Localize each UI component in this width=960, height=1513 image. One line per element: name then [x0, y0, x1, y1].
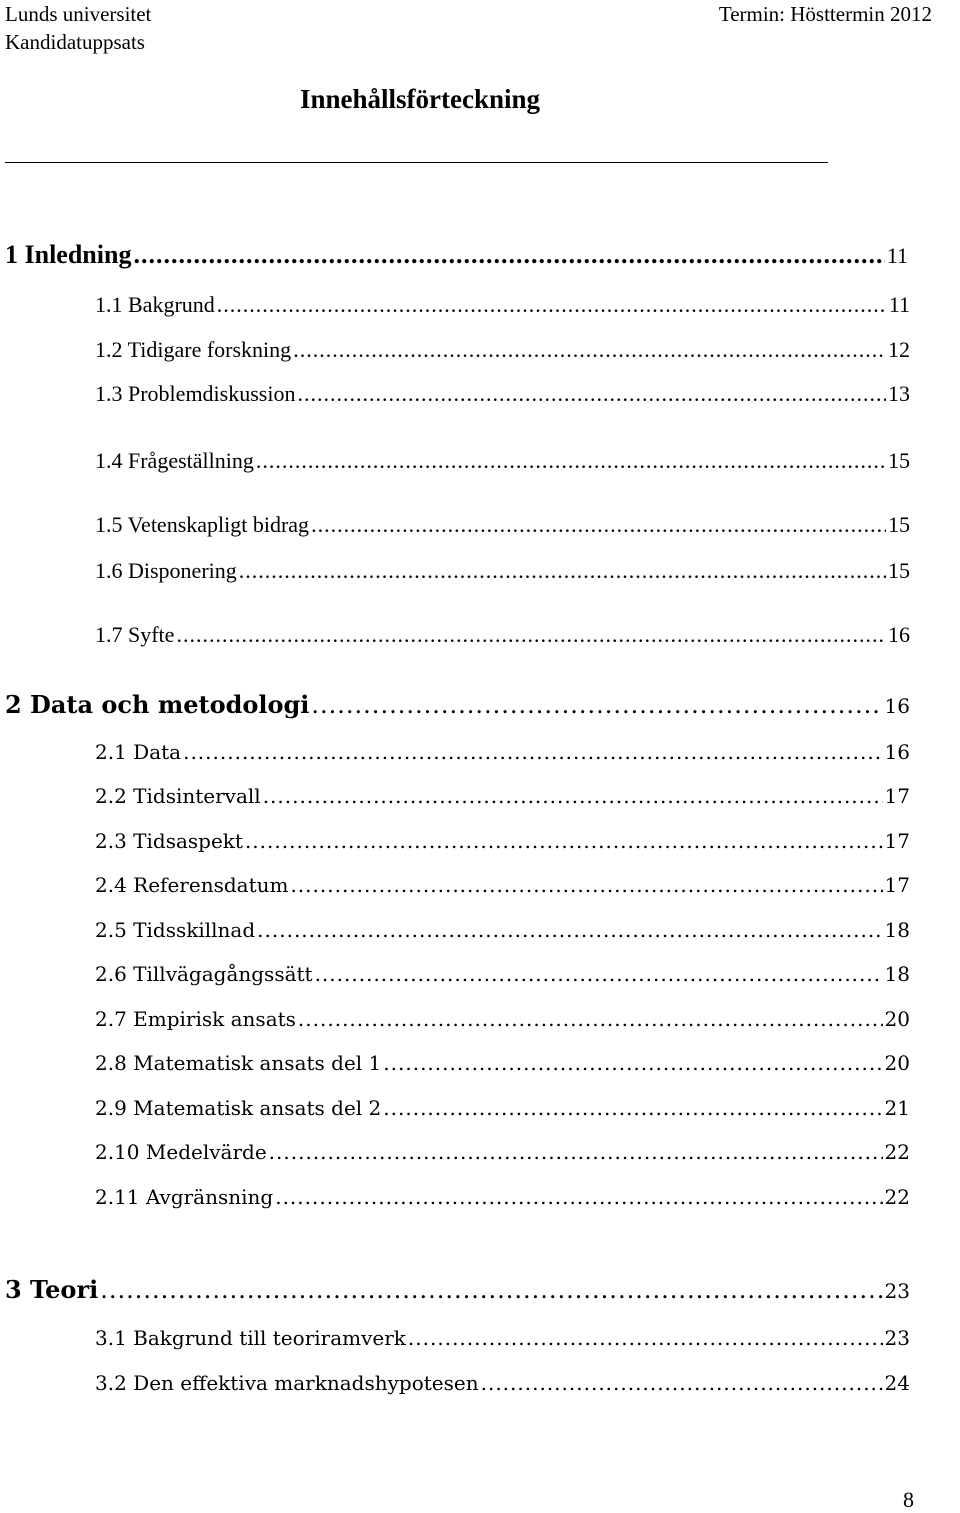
toc-page: 15 — [888, 512, 910, 537]
toc-label: 3 Teori — [5, 1275, 99, 1304]
toc-page: 13 — [888, 381, 910, 406]
toc-entry-1-2[interactable] — [95, 337, 910, 363]
dot-leader — [263, 784, 883, 808]
dot-leader — [100, 1276, 882, 1304]
dot-leader — [408, 1326, 883, 1350]
toc-entry-3-2[interactable] — [95, 1371, 910, 1395]
toc-entry-1-6[interactable] — [95, 558, 910, 584]
dot-leader — [315, 962, 883, 986]
dot-leader — [245, 829, 883, 853]
toc-page: 16 — [888, 622, 910, 647]
dot-leader — [290, 873, 882, 897]
toc-page: 22 — [884, 1140, 910, 1164]
dot-leader — [383, 1051, 882, 1075]
dot-leader — [269, 1140, 883, 1164]
title-divider — [5, 162, 828, 163]
toc-entry-ch2[interactable] — [5, 690, 910, 719]
toc-label: 2.11 Avgränsning — [95, 1185, 274, 1209]
toc-label: 1.4 Frågeställning — [95, 448, 254, 473]
dot-leader — [481, 1371, 883, 1395]
toc-entry-2-1[interactable] — [95, 740, 910, 764]
toc-page: 17 — [884, 784, 910, 808]
toc-label: 2.3 Tidsaspekt — [95, 829, 243, 853]
toc-entry-1-1[interactable] — [95, 292, 910, 318]
toc-page: 11 — [888, 292, 910, 317]
toc-entry-2-5[interactable] — [95, 918, 910, 942]
toc-label: 3.1 Bakgrund till teoriramverk — [95, 1326, 406, 1350]
dot-leader — [275, 1185, 882, 1209]
toc-page: 15 — [888, 448, 910, 473]
page-number: 8 — [903, 1487, 914, 1512]
toc-entry-2-11[interactable] — [95, 1185, 910, 1209]
toc-label: 2.8 Matematisk ansats del 1 — [95, 1051, 382, 1075]
toc-page: 17 — [884, 829, 910, 853]
toc-entry-1-3[interactable] — [95, 381, 910, 407]
toc-page: 15 — [888, 558, 910, 583]
toc-entry-2-6[interactable] — [95, 962, 910, 986]
toc-entry-3-1[interactable] — [95, 1326, 910, 1350]
toc-page: 16 — [884, 694, 910, 718]
toc-title: Innehållsförteckning — [299, 84, 541, 114]
toc-label: 2 Data och metodologi — [5, 690, 310, 719]
toc-page: 17 — [884, 873, 910, 897]
toc-label: 1.6 Disponering — [95, 558, 237, 583]
term-label: Termin: Hösttermin 2012 — [718, 2, 932, 26]
toc-label: 1.7 Syfte — [95, 622, 175, 647]
toc-entry-1-5[interactable] — [95, 512, 910, 538]
toc-page: 20 — [884, 1007, 910, 1031]
toc-entry-ch1[interactable] — [5, 240, 908, 270]
toc-page: 12 — [888, 337, 910, 362]
toc-page: 18 — [884, 962, 910, 986]
dot-leader — [183, 740, 882, 764]
toc-label: 2.4 Referensdatum — [95, 873, 289, 897]
thesis-type: Kandidatuppsats — [5, 30, 145, 54]
toc-page: 18 — [884, 918, 910, 942]
toc-entry-2-7[interactable] — [95, 1007, 910, 1031]
dot-leader — [298, 1007, 883, 1031]
dot-leader — [297, 381, 886, 407]
toc-page: 11 — [886, 243, 908, 268]
header-left — [5, 0, 151, 56]
toc-label: 1 Inledning — [5, 240, 132, 269]
toc-page: 24 — [884, 1371, 910, 1395]
toc-entry-1-4[interactable] — [95, 448, 910, 474]
toc-page: 23 — [884, 1279, 910, 1303]
toc-page: 21 — [884, 1096, 910, 1120]
dot-leader — [383, 1096, 882, 1120]
toc-label: 2.5 Tidsskillnad — [95, 918, 256, 942]
toc-label: 2.2 Tidsintervall — [95, 784, 261, 808]
toc-label: 1.1 Bakgrund — [95, 292, 215, 317]
toc-entry-2-10[interactable] — [95, 1140, 910, 1164]
toc-label: 2.7 Empirisk ansats — [95, 1007, 296, 1031]
toc-page: 16 — [884, 740, 910, 764]
toc-entry-1-7[interactable] — [95, 622, 910, 648]
toc-label: 2.1 Data — [95, 740, 182, 764]
toc-entry-2-4[interactable] — [95, 873, 910, 897]
toc-entry-2-3[interactable] — [95, 829, 910, 853]
dot-leader — [257, 918, 882, 942]
dot-leader — [311, 691, 882, 719]
toc-entry-2-8[interactable] — [95, 1051, 910, 1075]
dot-leader — [239, 558, 886, 584]
dot-leader — [133, 240, 884, 270]
dot-leader — [217, 292, 887, 318]
dot-leader — [176, 622, 886, 648]
toc-page: 23 — [884, 1326, 910, 1350]
toc-label: 2.9 Matematisk ansats del 2 — [95, 1096, 382, 1120]
toc-page: 22 — [884, 1185, 910, 1209]
toc-entry-2-2[interactable] — [95, 784, 910, 808]
toc-label: 2.10 Medelvärde — [95, 1140, 267, 1164]
toc-entry-2-9[interactable] — [95, 1096, 910, 1120]
toc-label: 1.3 Problemdiskussion — [95, 381, 296, 406]
dot-leader — [293, 337, 886, 363]
university-name: Lunds universitet — [5, 2, 152, 26]
toc-label: 1.5 Vetenskapligt bidrag — [95, 512, 310, 537]
toc-label: 2.6 Tillvägagångssätt — [95, 962, 313, 986]
dot-leader — [256, 448, 886, 474]
toc-label: 1.2 Tidigare forskning — [95, 337, 292, 362]
toc-entry-ch3[interactable] — [5, 1275, 910, 1304]
dot-leader — [311, 512, 886, 538]
toc-label: 3.2 Den effektiva marknadshypotesen — [95, 1371, 479, 1395]
toc-page: 20 — [884, 1051, 910, 1075]
